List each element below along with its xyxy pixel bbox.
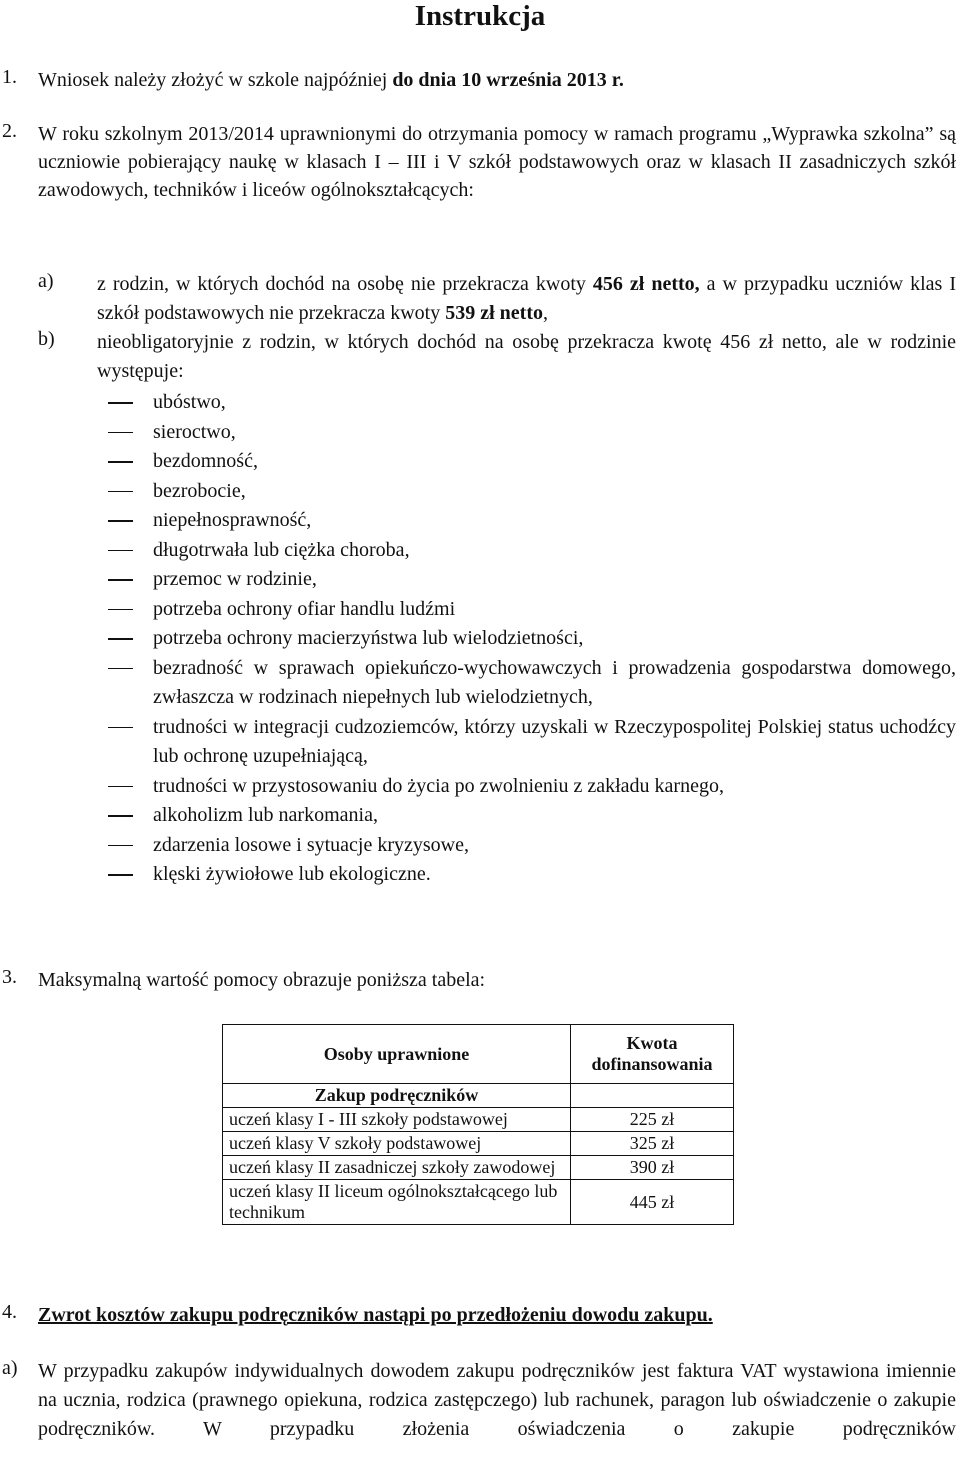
list-item — [108, 860, 956, 890]
dash-bullet — [108, 638, 133, 640]
list-item — [108, 831, 956, 861]
list-item — [108, 477, 956, 507]
item-2a-part-2: a w przypadku uczniów klas I szkół podstawowych nie przekracza kwoty — [97, 273, 956, 324]
list-item-text: bezrobocie, — [153, 479, 246, 502]
item-2b-text: nieobligatoryjnie z rodzin, w których dochód na osobę przekracza kwotę 456 zł netto, ale w rodzinie występuje: — [97, 331, 956, 382]
list-item-text: sieroctwo, — [153, 420, 236, 443]
dash-bullet — [108, 461, 133, 463]
dash-bullet — [108, 550, 133, 552]
list-item-text: ubóstwo, — [153, 391, 226, 413]
item-2-number: 2. — [2, 120, 17, 142]
row-amount: 445 zł — [571, 1180, 734, 1225]
item-2a-amount-539: 539 zł netto — [445, 301, 543, 324]
dash-bullet — [108, 845, 133, 847]
list-item-text: zdarzenia losowe i sytuacje kryzysowe, — [153, 833, 469, 856]
list-item — [108, 565, 956, 595]
row-label: uczeń klasy II zasadniczej szkoły zawodowej — [223, 1156, 571, 1180]
table-row — [223, 1156, 734, 1180]
dash-bullet — [108, 402, 133, 404]
list-item — [108, 624, 956, 654]
table-section-row — [223, 1084, 734, 1108]
list-item — [108, 654, 956, 713]
list-item-text: potrzeba ochrony ofiar handlu ludźmi — [153, 597, 456, 620]
item-4-heading-text: Zwrot kosztów zakupu podręczników nastąpi po przedłożeniu dowodu zakupu. — [38, 1304, 713, 1326]
item-2a-part-3: , — [542, 301, 548, 324]
item-2a-text — [97, 270, 956, 327]
list-item — [108, 418, 956, 448]
item-3-text: Maksymalną wartość pomocy obrazuje poniższa tabela: — [38, 969, 486, 991]
list-item — [108, 506, 956, 536]
dash-bullet — [108, 727, 133, 729]
list-item — [108, 801, 956, 831]
dash-bullet — [108, 815, 133, 817]
list-item — [108, 388, 956, 418]
list-item-text: bezradność w sprawach opiekuńczo-wychowawczych i prowadzenia gospodarstwa domowego, zwłaszcza w rodzinach niepełnych lub wielodzietnych, — [153, 656, 956, 708]
list-item — [108, 772, 956, 802]
header-funding-amount: Kwota dofinansowania — [571, 1025, 734, 1084]
item-3-number: 3. — [2, 966, 17, 988]
list-item — [108, 536, 956, 566]
item-2a-amount-456: 456 zł netto, — [592, 273, 700, 295]
row-amount: 325 zł — [571, 1132, 734, 1156]
list-item-text: niepełnosprawność, — [153, 509, 312, 531]
list-item-text: długotrwała lub ciężka choroba, — [153, 538, 410, 561]
row-label: uczeń klasy V szkoły podstawowej — [223, 1132, 571, 1156]
list-item — [108, 595, 956, 625]
list-item-text: klęski żywiołowe lub ekologiczne. — [153, 863, 431, 885]
table-header-row — [223, 1025, 734, 1084]
list-item-text: bezdomność, — [153, 450, 258, 472]
dash-bullet — [108, 491, 133, 493]
item-1-number: 1. — [2, 66, 17, 88]
circumstances-list — [108, 388, 956, 890]
list-item-text: trudności w przystosowaniu do życia po zwolnieniu z zakładu karnego, — [153, 774, 724, 797]
dash-bullet — [108, 579, 133, 581]
section-empty-cell — [571, 1084, 734, 1108]
row-amount: 390 zł — [571, 1156, 734, 1180]
list-item — [108, 447, 956, 477]
row-label: uczeń klasy II liceum ogólnokształcącego lub technikum — [223, 1180, 571, 1225]
table-row — [223, 1108, 734, 1132]
table-row — [223, 1132, 734, 1156]
item-2a-part-1: z rodzin, w których dochód na osobę nie przekracza kwoty — [97, 273, 593, 295]
aid-amounts-table — [222, 1024, 734, 1225]
row-label: uczeń klasy I - III szkoły podstawowej — [223, 1108, 571, 1132]
item-4a-label: a) — [2, 1357, 18, 1379]
dash-bullet — [108, 432, 133, 434]
item-4-number: 4. — [2, 1301, 17, 1323]
table-row — [223, 1180, 734, 1225]
list-item-text: przemoc w rodzinie, — [153, 568, 317, 590]
dash-bullet — [108, 520, 133, 522]
item-1-text — [38, 66, 956, 94]
list-item-text: alkoholizm lub narkomania, — [153, 804, 378, 826]
dash-bullet — [108, 609, 133, 611]
dash-bullet — [108, 668, 133, 670]
item-2b-label: b) — [38, 328, 55, 350]
page-title: Instrukcja — [414, 0, 546, 32]
dash-bullet — [108, 874, 133, 876]
list-item — [108, 713, 956, 772]
row-amount: 225 zł — [571, 1108, 734, 1132]
list-item-text: potrzeba ochrony macierzyństwa lub wielodzietności, — [153, 627, 584, 649]
item-1-plain: Wniosek należy złożyć w szkole najpóźniej — [38, 69, 393, 91]
dash-bullet — [108, 786, 133, 788]
item-4-heading — [38, 1301, 956, 1329]
item-2a-label: a) — [38, 270, 54, 292]
section-textbook-purchase: Zakup podręczników — [223, 1084, 571, 1108]
header-eligible-persons: Osoby uprawnione — [223, 1025, 571, 1084]
list-item-text: trudności w integracji cudzoziemców, którzy uzyskali w Rzeczypospolitej Polskiej status uchodźcy lub ochronę uzupełniającą, — [153, 715, 956, 767]
item-2-text: W roku szkolnym 2013/2014 uprawnionymi do otrzymania pomocy w ramach programu „Wyprawka szkolna” są uczniowie pobierający naukę w klasach I – III i V szkół podstawowych oraz w klasach II zasadniczych szkół zawodowych, techników i liceów ogólnokształcących: — [38, 123, 956, 201]
item-4a-text: W przypadku zakupów indywidualnych dowodem zakupu podręczników jest faktura VAT wystawiona imiennie na ucznia, rodzica (prawnego opiekuna, rodzica zastępczego) lub rachunek, paragon lub oświadczenie o zakupie podręczników. W przypadku złożenia oświadczenia o zakupie podręczników — [38, 1360, 956, 1440]
item-1-deadline: do dnia 10 września 2013 r. — [392, 69, 624, 91]
